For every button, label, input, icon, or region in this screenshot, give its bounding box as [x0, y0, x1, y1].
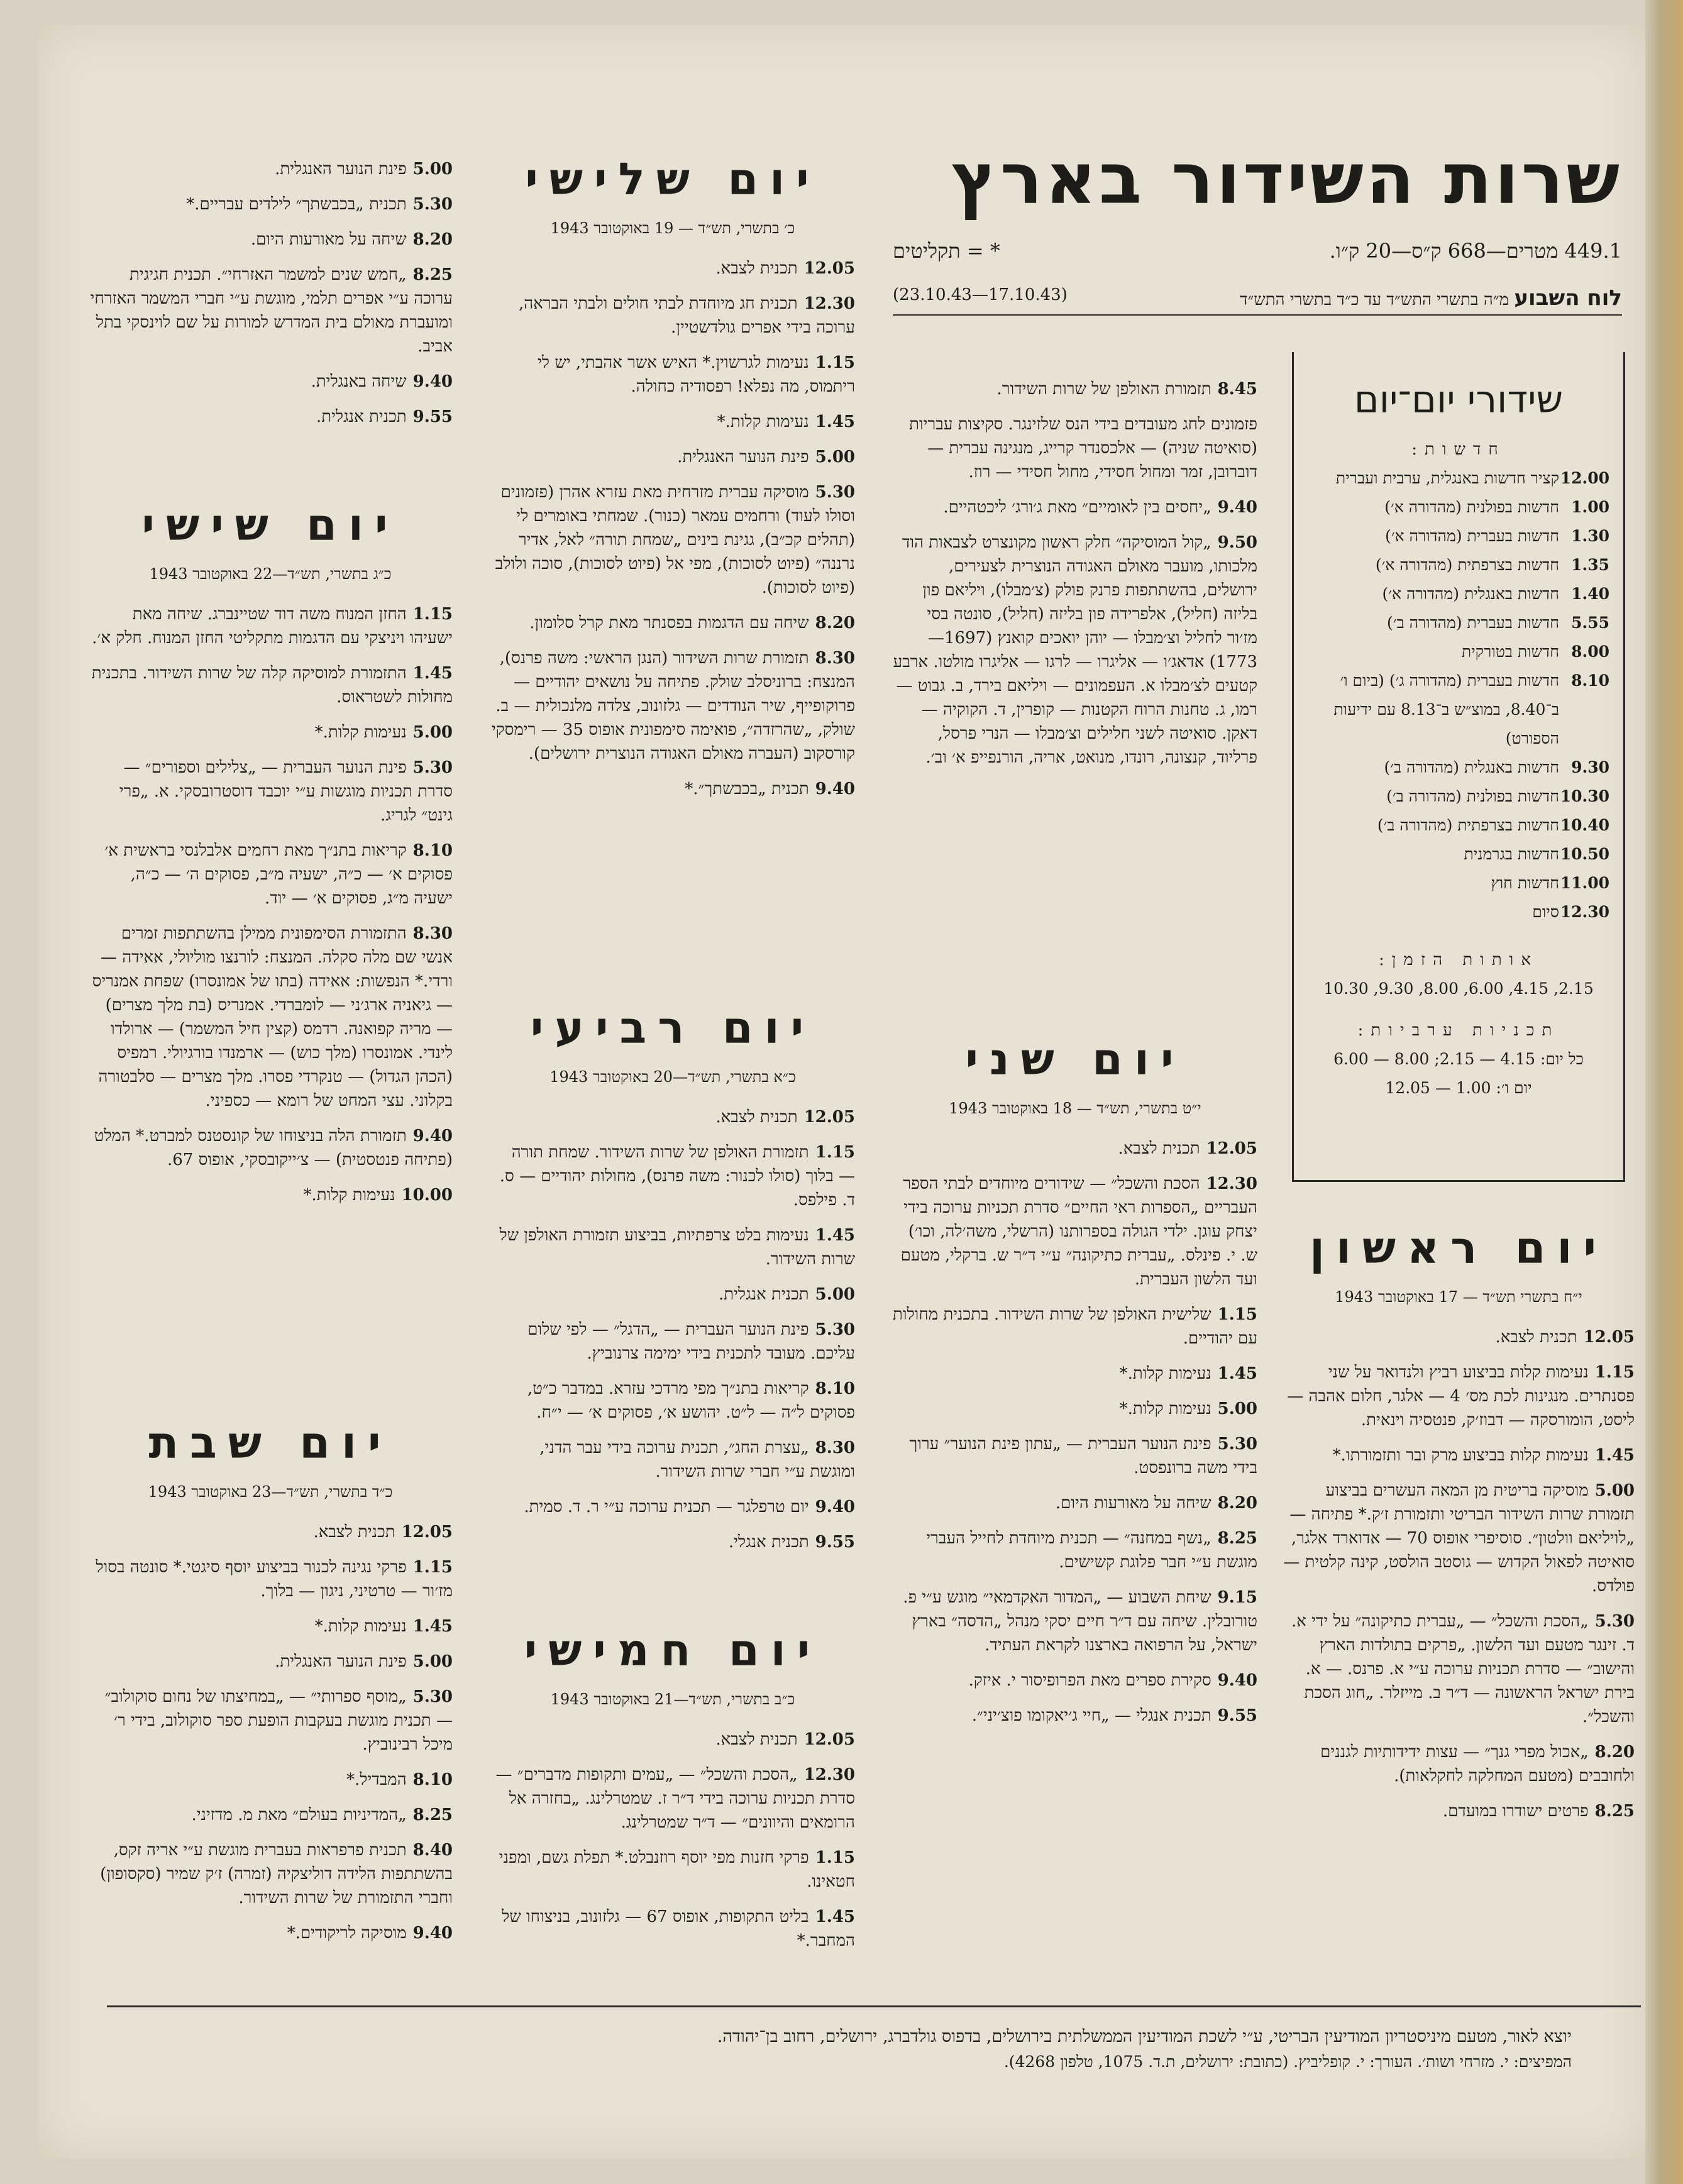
program-time: 5.00 [412, 1652, 453, 1671]
program-time: 1.15 [1217, 1305, 1257, 1324]
program-text: פינת הנוער העברית — „צלילים וספורים״ — סדרת תכניות מוגשות ע״י יוכבד דוסטרובסקי. א. „פרי גינט״ לגריג. [119, 758, 453, 825]
program-text: קריאות בתנ״ך מאת רחמים אלבלנסי בראשית א׳ פסוקים א׳ — כ״ה, ישעיה מ״ב, פסוקים ה׳ — כ״ה, ישעיה מ״ג, פסוקים א׳ — יוד. [104, 841, 453, 908]
program-time: 9.40 [815, 780, 855, 798]
news-time: 12.00 [1560, 469, 1609, 487]
program-text: „מוסף ספרותי״ — „במחיצתו של נחום סוקולוב״ — תכנית מוגשת בעקבות הופעת ספר סוקולוב, בידי ר׳ מיכל רבינוביץ. [104, 1687, 453, 1754]
program-item [88, 157, 453, 181]
column-wednesday [490, 993, 855, 1565]
program-item [88, 756, 453, 827]
program-text: תכנית לצבא. [313, 1523, 395, 1541]
program-time: 12.30 [803, 294, 855, 313]
program-text: תזמורת האולפן של שרות השידור. שמחת תורה — בלוך (סולו לכנור: משה פרנס), מחולות יהודיים — ס. ד. פילפס. [499, 1143, 855, 1210]
news-text: חדשות בפולנית (מהדורה ב׳) [1386, 787, 1559, 805]
program-text: „הסכת והשכל״ — „עברית כתיקונה״ על ידי א. ד. זינגר מטעם ועד הלשון. „פרקים בתולדות הארץ והישוב״ — סדרת תכניות ערוכה ע״י א. פרנס. — א. בירת ישראל הראשונה — ד״ר ב. מייזלר. „חוג הסכת והשכל״. [1291, 1612, 1635, 1726]
program-time: 8.25 [1594, 1802, 1635, 1821]
program-time: 9.50 [1217, 533, 1257, 552]
program-item [893, 495, 1257, 519]
program-text: נעימות קלות.* [1119, 1364, 1211, 1383]
page-title: שרות השידור בארץ [951, 138, 1622, 220]
news-time: 1.35 [1571, 556, 1609, 574]
day-date: י״ח בתשרי תש״ד — 17 באוקטובר 1943 [1335, 1288, 1582, 1306]
time-signals-heading: אותות הזמן: [1379, 951, 1538, 969]
news-row [1308, 580, 1609, 609]
news-row [1308, 753, 1609, 782]
program-item [490, 351, 855, 399]
program-time: 5.30 [412, 195, 453, 214]
program-item [490, 1763, 855, 1834]
program-item [490, 1436, 855, 1484]
footer-rule [107, 2005, 1641, 2007]
program-text: תכנית אנגלי — „חיי ג׳יאקומו פוצ׳יני״. [971, 1706, 1211, 1725]
program-item [88, 1803, 453, 1827]
program-item [88, 1183, 453, 1207]
program-time: 12.30 [803, 1765, 855, 1784]
news-list [1308, 464, 1609, 927]
news-time: 8.10 [1571, 671, 1609, 690]
program-text: נעימות קלות בביצוע מרק ובר ותזמורתו.* [1332, 1446, 1589, 1465]
program-time: 9.15 [1217, 1588, 1257, 1607]
program-text: קריאות בתנ״ך מפי מרדכי עזרא. במדבר כ״ט, פסוקים ל״ה — ל״ט. יהושע א׳, פסוקים א׳ — י״ח. [527, 1379, 855, 1422]
news-text: קציר חדשות באנגלית, ערבית ועברית [1335, 469, 1559, 487]
news-row [1308, 898, 1609, 927]
program-time: 8.40 [412, 1841, 453, 1860]
program-time: 8.25 [412, 1806, 453, 1824]
column-tuesday-continued [893, 377, 1257, 781]
program-item [88, 228, 453, 251]
column-tuesday [490, 145, 855, 812]
arabic-programs-heading: תכניות ערביות: [1357, 1021, 1560, 1040]
day-title: יום שני [965, 1034, 1185, 1085]
frequency-line [893, 239, 1622, 263]
program-text: תכנית לצבא. [1495, 1328, 1577, 1347]
news-time: 8.00 [1571, 643, 1609, 661]
program-time: 8.25 [412, 265, 453, 284]
news-time: 10.50 [1560, 845, 1609, 863]
program-time: 1.15 [412, 1558, 453, 1577]
program-text: תכנית אנגלי. [728, 1533, 809, 1552]
column-monday [893, 1025, 1257, 1739]
news-row [1308, 609, 1609, 637]
program-time: 5.00 [815, 448, 855, 466]
records-legend: * = תקליטים [893, 239, 1000, 263]
program-item [490, 1140, 855, 1212]
program-item [88, 1685, 453, 1757]
news-text: חדשות בצרפתית (מהדורה ב׳) [1377, 816, 1559, 834]
program-text: שיחה באנגלית. [311, 372, 407, 391]
program-text: שיחה עם הדגמות בפסנתר מאת קרל סלומון. [529, 614, 809, 632]
program-text: תכנית לצבא. [715, 1108, 798, 1127]
program-text: פינת הנוער האנגלית. [275, 160, 407, 179]
program-time: 5.30 [1594, 1612, 1635, 1631]
footer-distributors: המפיצים: י. מזרחי ושות׳. העורך: י. קופליביץ. (כתובת: ירושלים, ת.ד. 1075, טלפון 4268). [1003, 2053, 1572, 2071]
program-time: 8.20 [412, 230, 453, 249]
program-text: תכנית אנגלית. [316, 407, 407, 426]
program-item [1283, 1479, 1635, 1598]
program-item [490, 1377, 855, 1425]
program-text: פרטים ישודרו במועדם. [1442, 1802, 1589, 1821]
program-item [490, 1846, 855, 1894]
footer [264, 2024, 1572, 2075]
program-time: 12.05 [803, 1730, 855, 1749]
program-time: 5.30 [412, 1687, 453, 1706]
program-text: נעימות קלות.* [1119, 1399, 1211, 1418]
program-time: 9.40 [412, 1127, 453, 1145]
news-text: סיום [1532, 903, 1559, 921]
day-title: יום רביעי [530, 1002, 815, 1054]
program-time: 5.00 [815, 1285, 855, 1304]
column-saturday [88, 1408, 453, 1956]
column-sunday [1283, 1213, 1635, 1834]
news-text: חדשות בגרמנית [1464, 845, 1559, 863]
program-text: תכנית „בכבשתך״ לילדים עבריים.* [186, 195, 407, 214]
program-item [893, 1303, 1257, 1350]
page-edge [1645, 0, 1683, 2184]
program-item [490, 1495, 855, 1519]
program-time: 9.40 [412, 1924, 453, 1943]
program-text: תכנית „בכבשתך״.* [685, 780, 809, 798]
program-time: 9.55 [412, 407, 453, 426]
program-time: 5.30 [815, 1320, 855, 1339]
program-text: „חמש שנים למשמר האזרחי״. תכנית חגיגית ערוכה ע״י אפרים תלמי, מוגשת ע״י חברי המשמר האזרחי ומועברת מאולם בית המדרש למורות על שם לוינסקי בתל אביב. [90, 265, 453, 356]
program-time: 1.15 [815, 1143, 855, 1162]
program-item [490, 1728, 855, 1751]
program-item [88, 1768, 453, 1792]
program-text: תכנית לצבא. [1118, 1139, 1200, 1158]
program-time: 5.30 [412, 758, 453, 777]
day-title: יום ראשון [1310, 1222, 1608, 1274]
program-text: החזן המנוח משה דוד שטיינברג. שיחה מאת ישעיהו ויניצקי עם הדגמות מתקליטי החזן המנוח. חלק א׳. [92, 605, 453, 648]
news-row [1308, 840, 1609, 869]
program-item [490, 1105, 855, 1129]
program-item [88, 661, 453, 709]
program-item [893, 1704, 1257, 1728]
program-text: בליט התקופות, אופוס 67 — גלזונוב, בניצוחו של המחבר.* [502, 1907, 855, 1950]
program-time: 8.20 [815, 614, 855, 632]
program-item [490, 445, 855, 469]
program-time: 8.30 [815, 649, 855, 668]
program-text: פינת הנוער האנגלית. [275, 1652, 407, 1671]
week-date-range: (17.10.43—23.10.43) [893, 285, 1068, 304]
day-title: יום שישי [141, 499, 399, 551]
news-time: 11.00 [1560, 874, 1609, 892]
program-time: 8.30 [412, 924, 453, 943]
program-item [88, 839, 453, 910]
program-text: התזמורת למוסיקה קלה של שרות השידור. בתכנית מחולות לשטראוס. [91, 664, 453, 707]
program-item [893, 1397, 1257, 1421]
program-item [893, 377, 1257, 401]
program-text: נעימות קלות.* [314, 723, 407, 742]
program-time: 9.40 [1217, 1671, 1257, 1690]
program-text: תכנית לצבא. [715, 1730, 798, 1749]
program-item [88, 1520, 453, 1544]
news-time: 1.00 [1571, 498, 1609, 516]
program-item [490, 480, 855, 600]
program-time: 12.05 [803, 1108, 855, 1127]
program-text: מוסיקה לריקודים.* [287, 1924, 407, 1943]
program-text: נעימות קלות.* [717, 412, 809, 431]
program-item [1283, 1799, 1635, 1823]
program-time: 1.45 [815, 1907, 855, 1926]
arabic-programs-daily: כל יום: 4.15 — 2.15; 8.00 — 6.00 [1333, 1050, 1584, 1068]
program-time: 9.40 [412, 372, 453, 391]
program-item [490, 1282, 855, 1306]
program-item [893, 1491, 1257, 1515]
program-time: 8.10 [412, 841, 453, 860]
news-time: 1.40 [1571, 585, 1609, 603]
program-item [88, 720, 453, 744]
program-text: שיחת השבוע — „המדור האקדמאי״ מוגש ע״י פ. טורובלין. שיחה עם ד״ר חיים יסקי מנהל „הדסה״ בארץ ישראל, על הרפואה בארצנו לקראת העתיד. [903, 1588, 1257, 1655]
program-time: 12.05 [803, 259, 855, 278]
program-text: „הסכת והשכל״ — „עמים ותקופות מדברים״ — סדרת תכניות ערוכה בידי ד״ר ז. שמטרלינג. „בחזרה אל הרומאים והיוונים״ — ד״ר שמטרלינג. [495, 1765, 855, 1832]
program-text: שיחה על מאורעות היום. [250, 230, 407, 249]
news-time: 10.30 [1560, 787, 1609, 805]
program-text: נעימות לגרשוין.* האיש אשר אהבתי, יש לי ריתמוס, מה נפלא! רפסודיה כחולה. [538, 353, 855, 396]
program-text: נעימות קלות.* [303, 1186, 395, 1205]
program-time: 10.00 [401, 1186, 453, 1205]
news-text: חדשות באנגלית (מהדורה א׳) [1382, 585, 1559, 603]
program-text: תזמורת האולפן של שרות השידור. [996, 380, 1211, 399]
news-text: חדשות בפולנית (מהדורה א׳) [1384, 498, 1559, 516]
program-time: 9.55 [815, 1533, 855, 1552]
news-row [1308, 551, 1609, 580]
news-text: חדשות חוץ [1491, 874, 1559, 892]
news-time: 5.55 [1571, 614, 1609, 632]
program-item [893, 1586, 1257, 1657]
program-text: נעימות בלט צרפתיות, בביצוע תזמורת האולפן של שרות השידור. [499, 1226, 855, 1269]
program-time: 1.15 [815, 353, 855, 372]
program-text: פרקי חזנות מפי יוסף רוזנבלט.* תפלת גשם, ומפני חטאינו. [499, 1848, 855, 1891]
program-time: 12.05 [1206, 1139, 1257, 1158]
program-time: 8.10 [412, 1770, 453, 1789]
day-date: כ״ד בתשרי, תש״ד—23 באוקטובר 1943 [148, 1483, 393, 1501]
program-time: 1.45 [412, 1617, 453, 1636]
day-title: יום שלישי [525, 153, 820, 205]
program-text: „המדיניות בעולם״ מאת מ. מדזיני. [191, 1806, 407, 1824]
program-text: תזמורת שרות השידור (הנגן הראשי: משה פרנס), המנצח: ברוניסלב שולק. פתיחה על נושאים יהודיים — פרוקופייף, שיר הנודדים — גלזונוב, צלדה מלנכולית — ב. שולק, „שהרזדה״, פואימה סימפונית אופוס 35 — רימסקי קורסקוב (העברה מאולם האגודה הנוצרית ירושלים). [491, 649, 855, 763]
week-label: לוח השבוע [1514, 285, 1622, 311]
program-text: התזמורת הסימפונית ממילן בהשתתפות זמרים אנשי שם מלה סקלה. המנצח: לורנצו מוליולי, אאידה — ורדי.* הנפשות: אאידה (בתו של אמונסרו) שפחת אמנריס — גיאניה ארג׳ני — לומברדי. אמנריס (בת מלך מצרים) — מריה קפואנה. רדמס (קצין חיל המשמר) — ארולדו לינדי. אמונסרו (מלך כוש) — ארמנדו בורגיולי. רמפיס (הכהן הגדול) — טנקרדי פסרו. מלך מצרים — סלבטורה בקלוני. עצי המחט של רומא — כספיני. [92, 924, 453, 1110]
program-time: 5.00 [412, 160, 453, 179]
program-text: תכנית פרפראות בעברית מוגשת ע״י אריה זקס, בהשתתפות הלידה דוליצקיה (זמרה) ז׳ק שמיר (סקסופון) וחברי התזמורת של שרות השידור. [100, 1841, 453, 1907]
program-time: 1.45 [1217, 1364, 1257, 1383]
program-item [893, 1362, 1257, 1386]
program-item [893, 1172, 1257, 1291]
news-text: חדשות בצרפתית (מהדורה א׳) [1375, 556, 1559, 574]
program-time: 12.30 [1206, 1174, 1257, 1193]
frequency-text: 449.1 מטרים—668 ק״ס—20 ק״ו. [1329, 239, 1622, 263]
day-date: כ״א בתשרי, תש״ד—20 באוקטובר 1943 [549, 1068, 796, 1086]
news-heading: חדשות: [1411, 440, 1506, 459]
program-time: 5.00 [1594, 1481, 1635, 1500]
program-time: 8.20 [1594, 1743, 1635, 1762]
program-text: תכנית אנגלית. [718, 1285, 809, 1304]
time-signals: 2.15, 4.15, 6.00, 8.00, 9.30, 10.30 [1323, 979, 1594, 998]
program-text: מוסיקה עברית מזרחית מאת עזרא אהרן (פזמונים וסולו לעוד) ורחמים עמאר (כנור). שמחתי באומרים לי (תהלים קכ״ב), גגינת בינים „שמחת תורה״ לאל, אדיר נרננה״ (פיוט לסוכות), מפי אל (פיוט לסוכות), סוכה ולולב (פיוט לסוכות). [495, 483, 855, 597]
program-item [88, 263, 453, 358]
program-item [88, 405, 453, 429]
news-time: 12.30 [1560, 903, 1609, 921]
program-time: 5.30 [1217, 1435, 1257, 1453]
news-text: חדשות בעברית (מהדורה ג׳) (ביום ו׳ ב־8.40, במוצ״ש ב־8.13 עם ידיעות הספורט) [1333, 671, 1559, 747]
program-item [1283, 1443, 1635, 1467]
program-item [1283, 1609, 1635, 1729]
program-text: המבדיל.* [346, 1770, 407, 1789]
program-text: תכנית חג מיוחדת לבתי חולים ולבתי הבראה, ערוכה בידי אפרים גולדשטיין. [518, 294, 855, 337]
program-item [88, 192, 453, 216]
program-time: 1.45 [815, 1226, 855, 1245]
program-time: 8.30 [815, 1438, 855, 1457]
daily-title: שידורי יום־יום [1354, 378, 1564, 422]
program-item [88, 602, 453, 650]
program-text: שיחה על מאורעות היום. [1055, 1494, 1211, 1513]
program-time: 1.15 [412, 605, 453, 624]
program-text: „יחסים בין לאומיים״ מאת ג׳ורג׳ ליכטהיים. [943, 498, 1211, 517]
program-time: 5.00 [412, 723, 453, 742]
program-text: פינת הנוער העברית — „הדגל״ — לפי שלום עליכם. מעובד לתכנית בידי ימימה צרנוביץ. [527, 1320, 855, 1363]
news-row [1308, 493, 1609, 522]
program-text: תכנית לצבא. [715, 259, 798, 278]
news-text: חדשות באנגלית (מהדורה ב׳) [1384, 758, 1559, 776]
week-hebrew-range: מ״ה בתשרי התש״ד עד כ״ד בתשרי התש״ד [1239, 290, 1509, 309]
program-item [88, 1838, 453, 1910]
program-text: „קול המוסיקה״ חלק ראשון מקונצרט לצבאות הוד מלכותו, מועבר מאולם האגודה הנוצרית לצעירים, ירושלים, בהשתתפות פרנק פולק (צ׳מבלו), ויליאם פון בליזה (חליל), אלפרידה פון בליזה (חליל), סונטה בסי מז׳ור לחליל וצ׳מבלו — יוהן יואכים קואנץ (1697—1773) אדאג׳ו — אליגרו — לרגו — אליגרו מולטו. ארבע קטעים לצ׳מבלו א. העפמונים — ויליאם בירד, ב. גבוט — רמו, ג. טחנות הרוח הקטנות — קופרין, ד. הקוקיה — דאקן. סואיטה לשני חלילים וצ׳מבלו — הנרי פרסל, פרליוד, קנצונה, רונדו, מנואט, אריה, הורנפייפ א׳ וב׳. [893, 533, 1257, 767]
program-text: פרקי נגינה לכנור בביצוע יוסף סיגטי.* סונטה בסול מז׳ור — טרטיני, ניגון — בלוך. [96, 1558, 453, 1601]
news-row [1308, 811, 1609, 840]
program-item [490, 1318, 855, 1365]
program-time: 8.25 [1217, 1529, 1257, 1548]
program-item [893, 1432, 1257, 1480]
program-text: הסכת והשכל״ — שידורים מיוחדים לבתי הספר העבריים „הספרות ראי החיים״ סדרת תכניות ערוכה בידי יצחק עוגן. ילדי הגולה בספרותנו (הרשלי, משה׳לה, וכו׳) ש. י. פינלס. „עברית כתיקונה״ ע״י ד״ר ש. ברקלי, מטעם ועד הלשון העברית. [900, 1174, 1257, 1289]
program-text: „נשף במחנה״ — תכנית מיוחדת לחייל העברי מוגשת ע״י חבר פלוגת קשישים. [926, 1529, 1257, 1572]
program-item [490, 1905, 855, 1953]
day-date: כ׳ בתשרי, תש״ד — 19 באוקטובר 1943 [550, 219, 795, 237]
program-item [88, 1650, 453, 1674]
program-item [893, 531, 1257, 769]
program-time: 9.40 [1217, 498, 1257, 517]
program-text: „עצרת החג״, תכנית ערוכה בידי עבר הדני, ומוגשת ע״י חברי שרות השידור. [539, 1438, 855, 1481]
program-text: פזמונים לחג מעובדים בידי הנס שלזינגר. סקיצות עבריות (סואיטה שניה) — אלכסנדר קרייג, מנגינה עברית — דוברובן, זמר ומחול חסידי, מחול חסידי — רוז. [909, 415, 1257, 482]
program-item [490, 1530, 855, 1554]
program-text: מוסיקה בריטית מן המאה העשרים בביצוע תזמורת שרות השידור הבריטי ותזמורת ז׳ק.* פתיחה — „לויליאם וולטון״. סוסיפרי אופוס 70 — אדוארד אלגר, סואיטה לפאול הקדוש — גוסטב הולסט, קינה קלטית — פולדס. [1283, 1481, 1635, 1596]
news-text: חדשות בעברית (מהדורה ב׳) [1387, 614, 1559, 632]
day-date: י״ט בתשרי, תש״ד — 18 באוקטובר 1943 [949, 1100, 1201, 1117]
program-item [1283, 1740, 1635, 1788]
program-time: 8.45 [1217, 380, 1257, 399]
program-time: 12.05 [401, 1523, 453, 1541]
program-time: 1.15 [815, 1848, 855, 1867]
column-thursday [490, 1616, 855, 1964]
program-time: 5.30 [815, 483, 855, 502]
program-item [490, 777, 855, 801]
program-item [88, 370, 453, 394]
program-text: פינת הנוער העברית — „עתון פינת הנוער״ ערוך בידי משה ברונפסט. [909, 1435, 1257, 1477]
program-item [490, 646, 855, 766]
program-item [88, 1555, 453, 1603]
news-row [1308, 522, 1609, 551]
program-item [893, 1526, 1257, 1574]
program-text: פינת הנוער האנגלית. [677, 448, 809, 466]
program-item [88, 1124, 453, 1172]
program-item [88, 1921, 453, 1945]
program-item [1283, 1360, 1635, 1432]
news-row [1308, 782, 1609, 811]
column-thursday-continued [88, 157, 453, 440]
news-text: חדשות בעברית (מהדורה א׳) [1385, 527, 1559, 545]
news-text: חדשות בטורקית [1461, 643, 1559, 661]
program-text: „אכול מפרי גנך״ — עצות ידידותיות לגננים ולחובבים (מטעם המחלקה לחקלאות). [1320, 1743, 1635, 1785]
program-time: 9.55 [1217, 1706, 1257, 1725]
news-row [1308, 869, 1609, 898]
news-row [1308, 464, 1609, 493]
program-text: תזמורת הלה בניצוחו של קונסטנס למברט.* המלט (פתיחה פנטסטית) — צ׳ייקובסקי, אופוס 67. [94, 1127, 453, 1169]
daily-broadcasts-box [1292, 352, 1625, 1182]
news-time: 1.30 [1571, 527, 1609, 545]
program-item [88, 922, 453, 1113]
program-text: נעימות קלות.* [314, 1617, 407, 1636]
program-item [490, 611, 855, 635]
program-item [490, 1223, 855, 1271]
program-item [88, 1614, 453, 1638]
news-time: 9.30 [1571, 758, 1609, 776]
program-time: 9.40 [815, 1497, 855, 1516]
day-title: יום שבת [148, 1417, 392, 1469]
program-text: נעימות קלות בביצוע רביץ ולנדואר על שני פסנתרים. מנגינות לכת מס׳ 4 — אלגר, חלום אהבה — ליסט, הומורסקה — דבוז׳ק, פנטסיה וינאית. [1287, 1363, 1635, 1430]
news-time: 10.40 [1560, 816, 1609, 834]
program-text: סקירת ספרים מאת הפרופיסור י. איזק. [968, 1671, 1211, 1690]
program-time: 1.45 [412, 664, 453, 683]
program-time: 12.05 [1583, 1328, 1635, 1347]
program-item [1283, 1325, 1635, 1349]
program-time: 8.10 [815, 1379, 855, 1398]
day-title: יום חמישי [524, 1624, 822, 1676]
masthead [893, 138, 1622, 316]
footer-publisher: יוצא לאור, מטעם מיניסטריון המודיעין הבריטי, ע״י לשכת המודיעין הממשלתית בירושלים, בדפוס גולדברג, ירושלים, רחוב בן־יהודה. [717, 2027, 1572, 2046]
program-text: שלישית האולפן של שרות השידור. בתכנית מחולות עם יהודיים. [893, 1305, 1257, 1348]
program-time: 1.45 [1594, 1446, 1635, 1465]
arabic-programs-friday: יום ו׳: 1.00 — 12.05 [1385, 1079, 1532, 1097]
program-item [490, 292, 855, 339]
column-friday [88, 490, 453, 1218]
program-time: 1.15 [1594, 1363, 1635, 1382]
program-time: 8.20 [1217, 1494, 1257, 1513]
news-row [1308, 637, 1609, 666]
day-date: כ״ב בתשרי, תש״ד—21 באוקטובר 1943 [550, 1690, 795, 1708]
program-time: 1.45 [815, 412, 855, 431]
program-text: יום טרפלגר — תכנית ערוכה ע״י ר. ד. סמית. [524, 1497, 809, 1516]
program-item [893, 1668, 1257, 1692]
day-date: כ״ג בתשרי, תש״ד—22 באוקטובר 1943 [149, 565, 392, 583]
program-item [490, 256, 855, 280]
week-line [893, 285, 1622, 316]
program-time: 5.00 [1217, 1399, 1257, 1418]
program-item [893, 1137, 1257, 1161]
program-item [893, 412, 1257, 484]
program-item [490, 410, 855, 434]
news-row [1308, 666, 1609, 753]
